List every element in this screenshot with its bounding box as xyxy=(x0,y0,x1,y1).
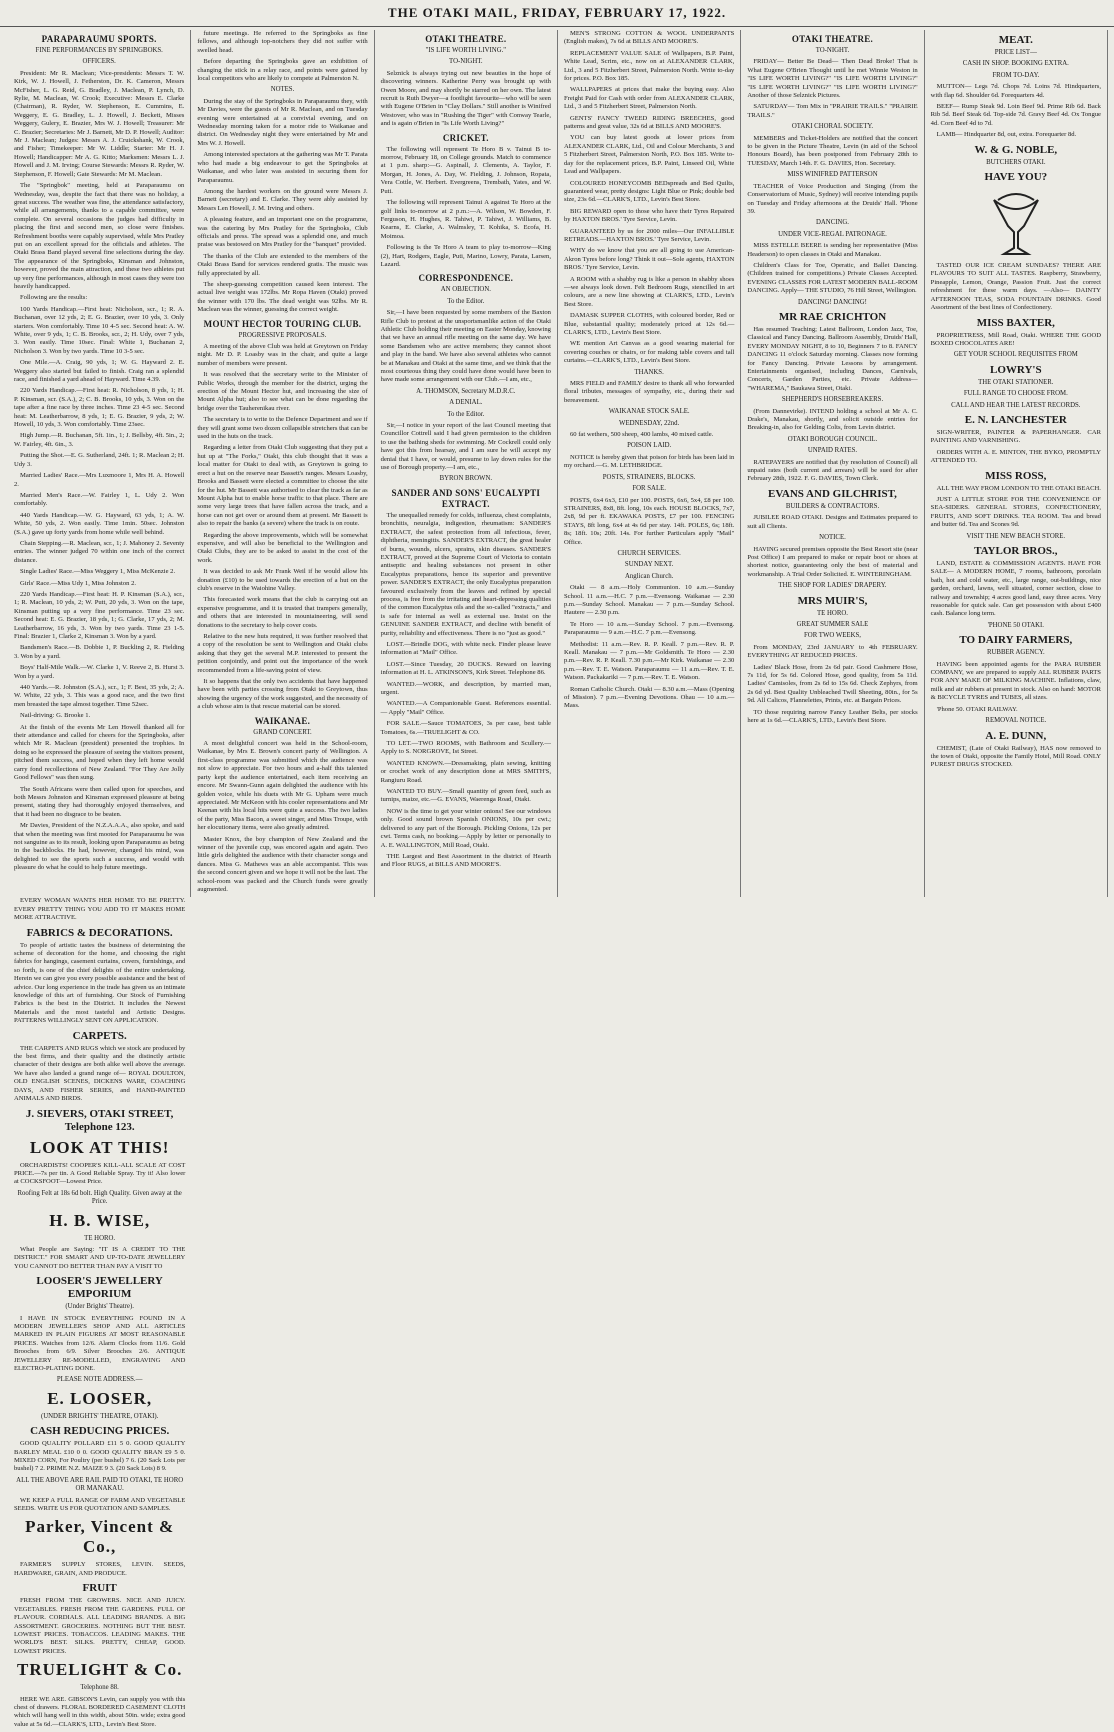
advert-title: TO DAIRY FARMERS, xyxy=(959,634,1073,647)
paragraph: BIG REWARD open to those who have their Tyres Repaired by HAXTON BROS.' Tyre Service, Levin. xyxy=(563,207,735,224)
paragraph: WANTED.—A Companionable Guest. References essential. — Apply "Mail" Office. xyxy=(380,700,551,716)
paragraph: The sheep-guessing competition caused keen interest. The actual live weight was 172lbs. Mr Ropa Haven (Otaki) proved the winner with 170 lbs. The dead weight was 92lbs. Mr R. Maclean was the winner, guessing the correct weight. xyxy=(197,280,368,314)
paragraph: Regarding a letter from Otaki Club suggesting that they put a hut up at "The Forks," Otaki, this club thought that it was a local matter for Otaki to deal with, as Greytown is going to erect a hut on the reserve near Bassett's ranges. Messrs Loasby, Brooks and Bassett were elected a committee to choose the site for the hut. Mr Bassett was authorised to clear the track as far as Mount Alpha hut to enable horse traffic to that place. There are some very large trees that have fallen across the track, and a horse can not get over or around them at present. Mr Bassett is also to repair the banks (a severe) where the track is on route. xyxy=(197,444,368,528)
paragraph: At the finish of the events Mr Len Howell thanked all for their attendance and called for cheers for the Springboks, after which Mr R. Maclean (president) presented the trophies. In doing so he expressed the pleasure of seeing the visitors present, pitched them success, and hoped when they left home would carry fond recollections of New Zealand. "For They Are Jolly Good Fellows" was then sung. xyxy=(14,723,185,782)
advert-headline: TRUELIGHT & Co. xyxy=(16,1660,183,1680)
column-1 xyxy=(8,30,191,897)
column-4 xyxy=(558,30,741,897)
paragraph: Bandsmen's Race.—B. Dobbie 1, P. Buckling 2, R. Fielding 3. Won by a yard. xyxy=(14,644,185,660)
subheading: POISON LAID. xyxy=(627,442,672,450)
paragraph: Te Horo — 10 a.m.—Sunday School. 7 p.m.—Evensong. Paraparaumu — 9 a.m.—H.C. 7 p.m.—Evensong. xyxy=(563,620,735,637)
subheading: Roofing Felt at 18s 6d bolt. High Quality. Given away at the Price. xyxy=(17,1189,182,1206)
subheading: A. THOMSON, Secretary M.D.R.C. xyxy=(416,387,516,395)
advert-title: HAVE YOU? xyxy=(984,171,1048,184)
subheading: UNPAID RATES. xyxy=(807,447,858,455)
paragraph: The thanks of the Club are extended to the members of the Otaki Brass Band for services rendered gratis. The music was fully appreciated by all. xyxy=(197,252,368,277)
advert-title: EVANS AND GILCHRIST, xyxy=(768,487,897,500)
column-2 xyxy=(191,30,374,897)
paragraph: PROPRIETRESS, Mill Road, Otaki. WHERE THE GOOD BOXED CHOCOLATES ARE! xyxy=(930,331,1101,347)
subheading: THE SHOP FOR LADIES' DRAPERY. xyxy=(778,582,887,590)
column-5 xyxy=(741,30,924,897)
subheading: A DENIAL. xyxy=(449,399,483,407)
paragraph: High Jump.—R. Buchanan, 5ft. 1in., 1; J. Bellsby, 4ft. 5in., 2; W. Fairley, 4ft. 6in., 3. xyxy=(14,432,185,448)
paragraph: 220 Yards Handicap.—First heat: H. P. Kinsman (S.A.), scr., 1; R. Maclean, 10 yds, 2; W. Putt, 20 yds, 3. Won on the tape, Kinsman putting up a very fine performance. Time 23 sec. Second heat: E. G. Brazier, 18 yds, 1; G. Clarke, 17 yds, 2; M. Leatherbarrow, 16 yds, 3. Won by two yards. Time 23 1-5. Final: Brazier 1, Clarke 2, Kinsman 3. Won by a yard. xyxy=(14,590,185,640)
section-heading: WAIKANAE. xyxy=(254,715,311,726)
subheading: FOR TWO WEEKS, xyxy=(804,632,861,640)
paragraph: SIGN-WRITER, PAINTER & PAPERHANGER. CAR PAINTING AND VARNISHING. xyxy=(930,428,1101,445)
paragraph: MEMBERS and Ticket-Holders are notified that the concert to be given in the Picture Theatre, Levin (in aid of the School Honours Board), has been postponed from February 28th to TUESDAY, March 14th. F. G. DAVIES, Hon. Secretary. xyxy=(747,134,918,167)
paragraph: A pleasing feature, and an important one on the programme, was the catering by Mrs Pratley for the Springboks, Club officials and press. The spread was a splendid one, and much praise was bestowed on Mrs Pratley for the "banquet" provided. xyxy=(197,216,368,249)
paragraph: Among the hardest workers on the ground were Messrs J. Barnett (secretary) and E. Clarke. They were ably assisted by Messrs Len Howell, J. M. Irving and others. xyxy=(197,187,368,212)
advert-title: FABRICS & DECORATIONS. xyxy=(26,926,173,939)
paragraph: FRIDAY— Better Be Dead— Then Dead Broke! That is What Eugene O'Brien Thought until he met Winnie Weston in "IS LIFE WORTH LIVING?" "IS LIFE WORTH LIVING?" "IS LIFE WORTH LIVING?" "IS LIFE WORTH LIVING?" Another of those Selznick Pictures. xyxy=(747,58,918,100)
subheading: FOR SALE. xyxy=(632,485,666,493)
subheading: DANCING! DANCING! xyxy=(798,298,867,306)
paragraph: From MONDAY, 23rd JANUARY to 4th FEBRUARY. EVERYTHING AT REDUCED PRICES. xyxy=(747,643,918,660)
paragraph: It was resolved that the secretary write to the Minister of Public Works, through the member for the district, urging the erection of the Mount Hector hut, and increasing the size of Mount Alpha hut; also to see what can be done regarding the bridge over the Tauherenikau river. xyxy=(197,371,368,412)
paragraph: EVERY WOMAN WANTS HER HOME TO BE PRETTY. EVERY PRETTY THING YOU ADD TO IT MAKES HOME MORE ATTRACTIVE. xyxy=(14,897,186,922)
paragraph: This forecasted work means that the club is carrying out an expensive programme, and it is trusted that trampers generally, and others that are interested in mountaineering, will send donations to the secretary to help cover costs. xyxy=(197,596,368,629)
paragraph: BEEF— Rump Steak 9d. Loin Beef 9d. Prime Rib 6d. Back Rib 5d. Beef Steak 6d. Top-side 7d. Gravy Beef 4d. Ox Tongue 4d. Corn Beef 4d to 7d. xyxy=(930,103,1101,127)
paragraph: Regarding the above improvements, which will be somewhat expensive, and will also be beneficial to the Wellington and Otaki Clubs, they are to be asked to assist in the cost of the work. xyxy=(197,531,368,564)
paragraph: ALL THE WAY FROM LONDON TO THE OTAKI BEACH. xyxy=(936,484,1101,492)
subheading: To the Editor. xyxy=(447,297,485,305)
paragraph: Methodist: 11 a.m.—Rev. R. P. Keall. 7 p.m.—Rev. R. P. Keall. Manakau — 7 p.m.—Mr Goldsmith. Te Horo — 2.30 p.m.—Rev. R. P. Keall. 7.30 p.m.—Mr Kirk. Waikanae — 2.30 p.m.—Rev. T. E. Watson. Paraparaumu — 11 a.m.—Rev. T. E. Watson. Packakariki — 7 p.m.—Rev. T. E. Watson. xyxy=(563,640,735,682)
masthead: THE OTAKI MAIL, FRIDAY, FEBRUARY 17, 1922. xyxy=(0,0,1114,27)
paragraph: Single Ladies' Race.—Miss Weggery 1, Miss McKenzie 2. xyxy=(20,568,176,576)
advert-title: TAYLOR BROS., xyxy=(974,545,1058,557)
advert-title: CASH REDUCING PRICES. xyxy=(30,1425,170,1438)
section-heading: PARAPARAUMU SPORTS. xyxy=(41,34,157,44)
advert-title: LOOSER'S JEWELLERY EMPORIUM xyxy=(36,1275,163,1301)
subheading: VISIT THE NEW BEACH STORE. xyxy=(966,532,1066,540)
advert-title: CARPETS. xyxy=(72,1029,127,1042)
paragraph: RATEPAYERS are notified that (by resolution of Council) all unpaid rates (both current and arrears) will be sued for after February 28th, 1922. F. G. DAVIES, Town Clerk. xyxy=(747,458,918,483)
advert-title: MR RAE CRICHTON xyxy=(778,310,887,323)
paragraph: It was decided to ask Mr Frank Weil if he would allow his donation (£10) to be used towards the erection of a hut on the club's reserve in the Waiohine Valley. xyxy=(197,568,368,592)
paragraph: TASTED OUR ICE CREAM SUNDAES? THERE ARE FLAVOURS TO SUIT ALL TASTES. Raspberry, Strawberry, Pineapple, Lemon, Orange, Passion Fruit. Just the correct refreshment for these warm days. —Also— DAINTY AFTERNOON TEAS, SODA FOUNTAIN DRINKS. Good Assortment of the best lines of Confectionery. xyxy=(930,262,1101,312)
subheading: (Under Brights' Theatre). xyxy=(65,1303,134,1311)
paragraph: WANTED TO BUY.—Small quantity of green feed, such as turnips, maize, etc.—G. EVANS, Waerenga Road, Otaki. xyxy=(380,788,551,804)
paragraph: NOW is the time to get your winter onions! See our windows only. Good sound brown Spanish ONIONS, 10s per cwt.; delivered to any part of the Borough. Pickling Onions, 12s per cwt. Terms cash, no booking.—Apply by letter or personally to A. E. WALLINGTON, Mill Road, Otaki. xyxy=(380,807,551,849)
paragraph: HAVING secured premises opposite the Best Resort site (near Post Office) I am prepared to make or repair boot or shoes at shortest notice, guaranteeing only the best of material and workmanship. A Trial Order Solicited. E. WINTERINGHAM. xyxy=(747,545,918,578)
subheading: CALL AND HEAR THE LATEST RECORDS. xyxy=(951,401,1081,409)
paragraph: GUARANTEED by us for 2000 miles—Our INFALLIBLE RETREADS.—HAXTON BROS.' Tyre Service, Levin. xyxy=(563,227,735,243)
subheading: NOTICE. xyxy=(819,534,846,542)
paragraph: COLOURED HONEYCOMB BEDspreads and Bed Quilts, guaranteed wear, pretty designs: Light Blue or Pink; double bed size, 23s 6d.—CLARK'S, LTD., Levin's Best Store. xyxy=(563,179,735,204)
section-heading: OTAKI THEATRE. xyxy=(425,34,507,44)
paragraph: I HAVE IN STOCK EVERYTHING FOUND IN A MODERN JEWELLER'S SHOP AND ALL ARTICLES MARKED IN PLAIN FIGURES AT MOST REASONABLE PRICES. Watches from 12/6. Alarm Clocks from 11/6. Gold Brooches from 6/9. Silver Brooches 2/6. ANTIQUE JEWELLERY RE-MODELLED, ENGRAVING AND ELECTRO-PLATING DONE. xyxy=(14,1314,186,1372)
paragraph: TEACHER of Voice Production and Singing (from the Conservatorium of Music, Sydney) will receive intending pupils on Tuesday and Friday afternoons at the Druids' Hall. 'Phone 39. xyxy=(747,182,918,215)
paragraph: Before departing the Springboks gave an exhibition of changing the stick in a relay race, and points were gained by local competitors who are likely to compete at Palmerston N. xyxy=(197,58,368,83)
advert-headline: E. LOOSER, xyxy=(47,1388,153,1408)
subheading: FULL RANGE TO CHOOSE FROM. xyxy=(963,390,1068,398)
paragraph: WE mention Art Canvas as a good wearing material for covering couches or chairs, or for making table covers and tall curtains.—CLARK'S, LTD., Levin's Best Store. xyxy=(563,340,735,365)
subheading: MISS WINIFRED PATTERSON xyxy=(787,171,878,179)
paragraph: FRESH FROM THE GROWERS. NICE AND JUICY. VEGETABLES. FRESH FROM THE GARDENS. FULL OF FLAVOUR. CORDIALS. ALL LEADING BRANDS. A BIG ASSORTMENT. GROCERIES. NOTHING BUT THE BEST. LOWEST PRICES. TOBACCOS. LEADING MAKES. THE WORLD'S BEST. SILKS. PRETTY, CHEAP, GOOD. LOWEST PRICES. xyxy=(14,1597,186,1655)
paragraph: MUTTON— Legs 7d. Chops 7d. Loins 7d. Hindquarters, with flap 6d. Shoulder 6d. Forequarters 4d. xyxy=(930,83,1101,99)
paragraph: ORCHARDISTS! COOPER'S KILL-ALL SCALE AT COST PRICE.—7s per tin. A Good Reliable Spray. Try it! Also lower at COCKSFOOT—Lowest Price. xyxy=(14,1161,186,1186)
paragraph: Otaki — 8 a.m.—Holy Communion. 10 a.m.—Sunday School. 11 a.m.—H.C. 7 p.m.—Evensong. Waikanae — 2.30 p.m.—Sunday School. Manakau — 7 p.m.—Sunday School. Hautere — 2.30 p.m. xyxy=(563,584,735,617)
paragraph: LOST.—Brindle DOG, with white neck. Finder please leave information at "Mail" Office. xyxy=(380,640,551,657)
advert-title: FRUIT xyxy=(82,1582,117,1595)
paragraph: The "Springbok" meeting, held at Paraparaumu on Wednesday, was, despite the fact that there was no holiday, a great success. The weather was fine, the attendance satisfactory, while all arrangements, thanks to a capable committee, were complete. On several occasions the judges had difficulty in placing the first and second men, so close were finishes. Refreshment booths were capably supervised, while Mrs Pratley put on an excellent spread for the officials and athletes. The Otaki Brass Band played several fine selections during the day. The appearance of the Springboks, Kinsman and Johnston, however, proved the main attraction, and these two athletes put up very fine performances, although in most cases they were too heavily handicapped. xyxy=(14,182,185,290)
column-3 xyxy=(375,30,558,897)
advert-title: MISS BAXTER, xyxy=(976,316,1055,329)
advert-title: A. E. DUNN, xyxy=(985,729,1047,742)
paragraph: ORDERS WITH A. E. MINTON, THE BYKO, PROMPTLY ATTENDED TO. xyxy=(930,448,1101,465)
paragraph: MRS FIELD and FAMILY desire to thank all who forwarded floral tributes, messages of sympathy, etc., during their sad bereavement. xyxy=(563,380,735,404)
advert-headline: Parker, Vincent & Co., xyxy=(25,1517,175,1557)
subheading: GREAT SUMMER SALE xyxy=(796,620,869,628)
paragraph: LAND, ESTATE & COMMISSION AGENTS. HAVE FOR SALE— A MODERN HOME, 7 rooms, bathroom, porcelain bath, hot and cold water, etc., large range, out-buildings, nice garden, orchard, lawns, well situated, corner section, close to railway and township; 4 acres good land, easy three acres. Very reasonable for quick sale. Can get possession with about £400 cash. Balance long term. xyxy=(930,560,1101,618)
paragraph: Mr Davies, President of the N.Z.A.A.A., also spoke, and said that when the meeting was first mooted for Paraparaumu he was not sanguine as to its result, looking upon Paraparaumu as being in the backblocks. He had, however, changed his mind, was delighted to see the sports such a success, and would with pleasure do what he could to help future meetings. xyxy=(14,822,185,872)
paragraph: 220 Yards Handicap.—First heat: R. Nicholson, 8 yds, 1; H. P. Kinsman, scr. (S.A.), 2; C. B. Brooks, 10 yds, 3. Won on the tape after a fine race by three inches. Time 23 4-5 sec. Second heat: M. Leatherbarrow, 8 yds, 1; E. G. Brazier, 9 yds, 2; W. Howell, 10 yds, 3. Won comfortably. Time 23sec. xyxy=(14,387,185,429)
subheading: WAIKANAE STOCK SALE. xyxy=(608,408,690,416)
paragraph: WALLPAPERS at prices that make the buying easy. Also Freight Paid for Cash with order from ALEXANDER CLARK, Ltd., 3 and 5 Fitzherbert Street, Palmerston North. xyxy=(563,86,735,111)
paragraph: WANTED KNOWN.—Dressmaking, plain sewing, knitting or crochet work of any description done at MRS SMITH'S, Rangiuru Road. xyxy=(380,759,551,784)
subheading: OFFICERS. xyxy=(82,58,116,66)
paragraph: WE KEEP A FULL RANGE OF FARM AND VEGETABLE SEEDS. WRITE US FOR QUOTATION AND SAMPLES. xyxy=(14,1496,186,1513)
advert-title: J. SIEVERS, OTAKI STREET, Telephone 123. xyxy=(25,1107,174,1133)
subheading: OTAKI CHORAL SOCIETY. xyxy=(791,123,874,131)
subheading: To the Editor. xyxy=(447,410,485,418)
paragraph: MEN'S STRONG COTTON & WOOL UNDERPANTS (English makes), 7s 6d at BILLS AND MOORE'S. xyxy=(563,30,735,46)
paragraph: What People are Saying: "IT IS A CREDIT TO THE DISTRICT." FOR SMART AND UP-TO-DATE JEWELLERY YOU CANNOT DO BETTER THAN PAY A VISIT TO xyxy=(14,1245,186,1270)
paragraph: DAMASK SUPPER CLOTHS, with coloured border, Red or Blue, substantial quality; moderately priced at 12s 6d.—CLARK'S, LTD., Levin's Best Store. xyxy=(563,312,735,336)
subheading: BUILDERS & CONTRACTORS. xyxy=(785,502,880,510)
subheading: NOTES. xyxy=(270,86,295,94)
column-6 xyxy=(925,30,1108,897)
paragraph: The secretary is to write to the Defence Department and see if they will grant some two dozen collapsible stretchers that can be used in the huts on the track. xyxy=(197,416,368,441)
paragraph: FARMER'S SUPPLY STORES, LEVIN. SEEDS, HARDWARE, GRAIN, AND PRODUCE. xyxy=(14,1561,186,1577)
advert-title: MISS ROSS, xyxy=(985,469,1047,482)
paragraph: 100 Yards Handicap.—First heat: Nicholson, scr., 1; R. A. Buchanan, over 12 yds, 2; E. G. Brazier, over 10 yds, 3. Only starters. Won comfortably. Time 10 4-5 sec. Second heat: A. W. White, over 9 yds, 1; C. B. Brooks, scr., 2; H. Udy, over 7 yds, 3. Won easily. Time 10sec. Final: White 1, Buchanan 2, Nicholson 3. Won by two yards. Time 10 3-5 sec. xyxy=(14,305,185,355)
paragraph: GENTS' FANCY TWEED RIDING BREECHES, good patterns and great value, 32s 6d at BILLS AND MOORE'S. xyxy=(563,114,735,131)
subheading: DANCING. xyxy=(815,219,850,227)
advert-title: W. & G. NOBLE, xyxy=(974,143,1058,156)
paragraph: 'Phone 50. OTAKI RAILWAY. xyxy=(936,705,1018,713)
sundae-glass-icon xyxy=(988,188,1044,258)
paragraph: Putting the Shot.—E. G. Sutherland, 24ft. 1; R. Maclean 2; H. Udy 3. xyxy=(14,452,185,468)
subheading: FROM TO-DAY. xyxy=(992,71,1040,79)
paragraph: A most delightful concert was held in the School-room, Waikanae, by Mrs E. Brown's concert party of Wellington. A first-class programme was submitted which the audience was not slow to appreciate. For two hours and a-half this talented party kept the audience entertained, each item receiving an encore. Mr Swann-Gunn again delighted the audience with his golden voice, while his duets with Mr G. Upham were much appreciated. Mr McKeon with his cooler representations and Mr Keenan with his local hits were quite a success. The two ladies of the party, Miss Bacon, a sweet singer, and Miss Troupe, with her elocutionary items, were also greatly admired. xyxy=(197,740,368,832)
section-heading: CORRESPONDENCE. xyxy=(418,273,514,284)
column-7 xyxy=(8,897,191,1732)
paragraph: WHY do we know that you are all going to use American-Akron Tyres before long? Think it out—Sole agents, HAXTON BROS.' Tyre Service, Levin. xyxy=(563,247,735,272)
paragraph: Ladies' Black Hose, from 2s 6d pair. Good Cashmere Hose, 7s 11d, for 5s 6d. Colored Hose, good quality, from 5s 11d. Ladies' Camisoles, from 2s 6d to 15s 6d. Check Zephyrs, from 2s 6d yd. Best Quality Unbleached Twill Sheeting, 80in., for 5s 9d. All Calicos, Flannelettes, Prints, etc. at Bargain Prices. xyxy=(747,663,918,705)
column-grid xyxy=(8,30,1108,1728)
paragraph: Sir,—I notice in your report of the last Council meeting that Councillor Cottrell said I had given permission to the children to use the bathing sheds for swimming. Mr Cockrell could only have got this from hearsay, and I am sure he will accept my denial that I have, or would, presume to lay down rules for the use of Borough property.—I am, etc., xyxy=(380,422,551,472)
section-heading: OTAKI THEATRE. xyxy=(791,34,874,44)
paragraph: SATURDAY— Tom Mix in "PRAIRIE TRAILS." "PRAIRIE TRAILS." xyxy=(747,103,918,119)
subheading: TO-NIGHT. xyxy=(815,47,850,54)
paragraph: A meeting of the above Club was held at Greytown on Friday night. Mr D. P. Loasby was in the chair, and quite a large number of members were present. xyxy=(197,343,368,367)
subheading: SHEPHERD'S HORSEBREAKERS. xyxy=(781,396,884,404)
paragraph: It so happens that the only two accidents that have happened have been with parties crossing from Otaki to Greytown, thus showing the urgency of the work suggested, and the necessity of a club whose aim is that rescue material can be stored. xyxy=(197,678,368,711)
paragraph: FOR SALE.—Sauce TOMATOES, 3s per case, best table Tomatoes, 6s.—TRUELIGHT & CO. xyxy=(380,720,551,736)
subheading: GET YOUR SCHOOL REQUISITES FROM xyxy=(953,351,1078,359)
subheading: PROGRESSIVE PROPOSALS. xyxy=(238,331,327,339)
subheading: FINE PERFORMANCES BY SPRINGBOKS. xyxy=(35,47,163,54)
subheading: REMOVAL NOTICE. xyxy=(985,717,1047,725)
paragraph: Among interested spectators at the gathering was Mr T. Parata who had made a big endeavour to get the Springboks at Waikanae, and who later was assisted in securing them for Paraparaumu. xyxy=(197,151,368,184)
paragraph: Girls' Race.—Miss Udy 1, Miss Johnston 2. xyxy=(20,579,137,587)
advert-headline: LOOK AT THIS! xyxy=(29,1137,170,1157)
paragraph: President: Mr R. Maclean; Vice-presidents: Messrs T. W. Kirk, W. J. Howell, J. Fetherston, Dr. K. Cameron, Messrs McFisher, L. G. Reid, G. Bradley, J. Maclean, P. Lynch, D. Rylie, M. Maclean, W. Crook; Executive: Messrs E. Clarke (Chairman), R. Ryder, W. Stephenson, E. Cummins, E. Weggery, E. G. Bradley, L. J. Howell, J. Beckett, Misses Weggery, Gulery, E. Brazier, Mrs W. J. Howell; Treasurer: Mr C. Brazier; Secretaries: Mr J. Barnett, Mr D. P. Howell; Auditor: Mr J. Maclean; Judges: Messrs A. J. Cruickshank, W. Crook, and Fisher; Timekeeper: Mr W. Liddle; Starter: Mr H. J. Howell; Handicapper: Mr A. G. Kitto; Marksmen: Messrs L. J. Howell and J. M. Irving; Course Stewards: Messrs R. Ryder, W. Stephenson, F. Howell; Gate Stewards: Mr M. Maclean. xyxy=(14,69,185,178)
paragraph: Married Ladies' Race.—Mrs Luxmoore 1, Mrs H. A. Howell 2. xyxy=(14,472,185,488)
section-heading: MOUNT HECTOR TOURING CLUB. xyxy=(203,318,362,329)
section-heading: CRICKET. xyxy=(442,132,489,143)
paragraph: 440 Yards Handicap.—W. G. Hayward, 63 yds, 1; A. W. White, 50 yds, 2. Won easily. Time 1min. 50sec. Johnston (S.A.) gave up forty yards from home while well behind. xyxy=(14,511,185,536)
paragraph: The following will represent Te Horo B v. Tainui B to-morrow, February 18, on College grounds. Match to commence at 1 p.m. sharp:—G. Aspinall, J. Clements, A. Taylor, F. Morgan, H. Jones, A. Day, W. Fielding, J. Johnson, Ropata, Vera Cottle, W. Herbert. Evergreens, Trembath, Yates, and W. Puti. xyxy=(380,145,551,195)
subheading: TO-NIGHT. xyxy=(449,58,483,66)
paragraph: YOU can buy latest goods at lower prices from ALEXANDER CLARK, Ltd., Oil and Colour Merchants, 3 and 5 Fitzherbert Street, Palmerston North, P.O. Box 185. Write to-day for the replacement prices, B.P. Paint, Linseed Oil, White Lead and Wallpapers. xyxy=(563,134,735,176)
paragraph: Chain Stepping.—R. Maclean, scr., 1; J. Mahoney 2. Seventy entries. The winner judged 70 within one inch of the correct distance. xyxy=(14,539,185,564)
paragraph: THE Largest and Best Assortment in the district of Hearth and Floor RUGS, at BILLS AND MOORE'S. xyxy=(380,852,551,869)
paragraph: HERE WE ARE. GIBSON'S Levin, can supply you with this chest of drawers. FLORAL BORDERED CASEMENT CLOTH which will hang well in this width, about 50in. wide; extra good value at 5s 6d.—CLARK'S, LTD., Levin's Best Store. xyxy=(14,1695,186,1728)
subheading: CHURCH SERVICES. xyxy=(617,549,681,557)
subheading: "IS LIFE WORTH LIVING." xyxy=(425,47,507,54)
paragraph: LOST.—Since Tuesday, 20 DUCKS. Reward on leaving information at H. L. ATKINSON'S, Kirk Street. Telephone 86. xyxy=(380,660,551,677)
paragraph: JUST A LITTLE STORE FOR THE CONVENIENCE OF SEA-SIDERS. GENERAL STORES, CONFECTIONERY, FRUITS, AND SOFT DRINKS. TEA ROOM. Tea and bread and butter 6d. Tea and Scones 9d. xyxy=(930,495,1101,529)
subheading: BYRON BROWN. xyxy=(439,475,493,483)
paragraph: THE CARPETS AND RUGS which we stock are produced by the best firms, and their quality and the distinctly artistic character of their designs are both alike well above the average. We have also landed a grand range of— ROYAL DOULTON, OLD ENGLISH SCENES, DICKENS WARE, COACHING DAYS, AND FISHER SERIES, and HAND-PAINTED ANIMALS AND BIRDS. xyxy=(14,1044,186,1103)
subheading: BUTCHERS OTAKI. xyxy=(986,158,1046,166)
advert-headline: H. B. WISE, xyxy=(49,1210,151,1230)
paragraph: One Mile.—A. Craig, 90 yds, 1; W. G. Hayward 2. E. Weggery also started but failed to finish. Craig ran a splendid race, and finished a yard ahead of Hayward. Time 4.39. xyxy=(14,359,185,384)
subheading: Telephone 88. xyxy=(80,1684,119,1692)
paragraph: future meetings. He referred to the Springboks as fine fellows, and although top-notchers they did not suffer with swelled head. xyxy=(197,30,368,54)
subheading: (UNDER BRIGHTS' THEATRE, OTAKI). xyxy=(40,1412,159,1420)
subheading: GRAND CONCERT. xyxy=(253,728,312,736)
advert-title: MEAT. xyxy=(998,34,1033,46)
paragraph: (From Dannevirke). INTEND holding a school at Mr A. C. Drake's, Manakau, shortly, and solicit outside entries for Breaking-in, also for Gelding Colts, from Levin district. xyxy=(747,407,918,432)
paragraph: Following is the Te Horo A team to play to-morrow—King (2), Hart, Rodgers, Eagle, Puti, Marino, Lowry, Parata, Larsen, Lazard. xyxy=(380,244,551,268)
subheading: TE HORO. xyxy=(817,609,848,617)
advert-title: MRS MUIR'S, xyxy=(797,594,868,607)
subheading: RUBBER AGENCY. xyxy=(986,649,1045,657)
subheading: PRICE LIST— xyxy=(994,49,1037,56)
paragraph: 60 fat wethers, 500 sheep, 400 lambs, 40 mixed cattle. xyxy=(569,431,714,439)
paragraph: REPLACEMENT VALUE SALE of Wallpapers, B.P. Paint, White Lead, Scrim, etc., now on at ALEXANDER CLARK, Ltd., 3 and 5 Fitzherbert Street, Palmerston North. Write to-day for prices. P.O. Box 185. xyxy=(563,49,735,83)
subheading: UNDER VICE-REGAL PATRONAGE. xyxy=(778,230,887,238)
paragraph: Nail-driving: G. Brooke 1. xyxy=(20,712,91,720)
subheading: TE HORO. xyxy=(84,1234,116,1242)
advert-title: LOWRY'S xyxy=(990,363,1042,376)
paragraph: Has resumed Teaching; Latest Ballroom, London Jazz, Toe, Classical and Fancy Dancing. Ballroom Assembly, Druids' Hall, EVERY MONDAY NIGHT, 8 to 10, Beginners 7 to 8. FANCY DANCING 11 o'clock Saturday morning. Classes now forming for Fancy Dancing. Private Lessons by arrangement. Entertainments organised, including Dances, Carnivals, Concerts, Garden Parties, etc. Private Address— "WHAREMA," Baukawa Street, Otaki. xyxy=(747,325,918,392)
paragraph: The unequalled remedy for colds, influenza, chest complaints, bronchitis, neuralgia, indigestion, rheumatism: SANDER'S EXTRACT, the safest protection from all infectious, fever, diphtheria, meningitis. SANDER'S EXTRACT, the great healer of burns, wounds, ulcers, sprains, skin diseases. SANDER'S EXTRACT, proved at the Supreme Court of Victoria to contain antiseptic and healing substances not present in other Eucalyptus preparations, hence its superior and preventive power. SANDER'S EXTRACT, the only Eucalyptus preparation favoured exclusively from the leaves and refined by special process, is free from the irritating and heart-depressing qualities of the common Eucalyptus oils and the so-called "extracts," and is safe for internal as well as external use. Insist on the GENUINE SANDER EXTRACT, and decline with benefit of purity, reliability and effectiveness. There is no "just as good." xyxy=(380,511,551,637)
paragraph: Children's Class for Toe, Operatic, and Ballet Dancing. (Children trained for competitions.) Private Classes Accepted. EVENING CLASSES FOR LATEST MODERN BALL-ROOM DANCING. Apply— THE STUDIO, 76 Hill Street, Wellington. xyxy=(747,261,918,295)
subheading: Anglican Church. xyxy=(624,572,674,580)
paragraph: POSTS, 6x4 6x3, £10 per 100. POSTS, 6x6, 5x4, £8 per 100. STRAINERS, 8x8, 8ft. long, 10s each. HOUSE BLOCKS, 7x7, 2x8, 9d per ft. EKAWAKA POSTS, £7 per 100. FENCING STAYS, 8ft long, 6x4 at 4s 6d per stay. 14ft. POLES, 6s; 18ft. 8s; 18ft. 10s; 20ft. 14s. For further Particulars apply "Mail" Office. xyxy=(563,496,735,546)
advert-title: E. N. LANCHESTER xyxy=(964,413,1067,426)
paragraph: CHEMIST, (Late of Otaki Railway), HAS now removed to the town of Otaki, opposite the Family Hotel, Mill Road. ONLY PUREST DRUGS STOCKED. xyxy=(930,744,1101,769)
paragraph: Master Knox, the boy champion of New Zealand and the winner of the juvenile cup, was encored again and again. Two little girls delighted the audience with their character songs and dances. Miss G. Mathews was an able accompanist. This was the second concert given and we hope it will not be the last. The school-room was packed and the Church funds were greatly augmented. xyxy=(197,835,368,893)
paragraph: LAMB— Hindquarter 8d, out, extra. Forequarter 8d. xyxy=(936,131,1077,139)
subheading: THANKS. xyxy=(634,368,664,376)
paragraph: Boys' Half-Mile Walk.—W. Clarke 1, V. Reeve 2, B. Hurst 3. Won by a yard. xyxy=(14,664,185,680)
paragraph: TO LET.—TWO ROOMS, with Bathroom and Scullery.—Apply to S. NORGROVE, Ist Street. xyxy=(380,740,551,756)
paragraph: HAVING been appointed agents for the PARA RUBBER COMPANY, we are prepared to supply ALL RUBBER PARTS FOR ANY MAKE OF MILKING MACHINE. Inflations, claw, milk and air rubbers at present in stock. Also on hand: MOTOR & BICYCLE TYRES and TUBES, all sizes. xyxy=(930,660,1101,702)
paragraph: 440 Yards.—R. Johnston (S.A.), scr., 1; F. Best, 35 yds, 2; A. W. White, 22 yds, 3. This was a good race, and the two first men breasted the tape almost together. Time 52sec. xyxy=(14,684,185,708)
paragraph: MISS ESTELLE BEERE is sending her representative (Miss Headerson) to open classes in Otaki and Manakau. xyxy=(747,242,918,258)
paragraph: Sir,—I have been requested by some members of the Baxton Rifle Club to protest at the unsportsmanlike action of the Otaki Athletic Club holding their meeting on Easter Monday, knowing that we have an annual rifle meeting on the same day. We have some Bandsmen who are active members; they cannot shoot and play in the band. We have also several athletes who cannot be at Manakau and Otaki at the same time, and we think that the most courteous thing they could have done would have been to have made some arrangement with our Club.—I am, etc., xyxy=(380,309,551,384)
subheading: OTAKI BOROUGH COUNCIL. xyxy=(787,435,878,443)
paragraph: Married Men's Race.—W. Fairley 1, L. Udy 2. Won comfortably. xyxy=(14,491,185,508)
paragraph: Roman Catholic Church. Otaki — 8.30 a.m.—Mass (Opening of Mission). 7 p.m.—Evening Devotions. Ohau — 10 a.m.—Mass. xyxy=(563,685,735,710)
paragraph: JUBILEE ROAD OTAKI. Designs and Estimates prepared to suit all Clients. xyxy=(747,514,918,530)
subheading: WEDNESDAY, 22nd. xyxy=(619,419,680,427)
paragraph: GOOD QUALITY POLLARD £11 5 0. GOOD QUALITY BARLEY MEAL £10 0 0. GOOD QUALITY BRAN £9 5 0. MIXED CORN, For Poultry (per bushel) 7 6. (20 Sack Lots per bushel) 7 2. PRIME N.Z. MAIZE 9 3. (20 Sack Lots) 8 9. xyxy=(14,1440,186,1473)
paragraph: During the stay of the Springboks in Paraparaumu they, with Mr Davies, were the guests of Mr R. Maclean, and on Tuesday evening were entertained at a convivial evening, and on Wednesday morning taken for a motor ride to Waikanae and district. On Wednesday night they were entertained by Mr and Mrs W. J. Howell. xyxy=(197,97,368,147)
paragraph: The South Africans were then called upon for speeches, and both Messrs Johnston and Kinsman expressed pleasure at being present, stating they had thoroughly enjoyed themselves, and that it had been no disgrace to be beaten. xyxy=(14,785,185,818)
subheading: POSTS, STRAINERS, BLOCKS. xyxy=(602,473,696,481)
paragraph: TO those requiring narrow Fancy Leather Belts, per stocks here at 1s 6d.—CLARK'S, LTD., Levin's Best Store. xyxy=(747,708,918,724)
paragraph: The following will represent Tainui A against Te Horo at the golf links to-morrow at 2 p.m.:—A. Wilson, W. Bowden, F. Ferguson, H. Hughes, R. Tahiwi, P. Tahiwi, J. Williams, B. Kearns, E. Clarke, A. Walmsley, T. Kohika, S. Ecofa, H. Moimoa. xyxy=(380,199,551,240)
subheading: 'PHONE 50 OTAKI. xyxy=(987,621,1044,629)
subheading: THE OTAKI STATIONER. xyxy=(978,378,1054,386)
subheading: SUNDAY NEXT. xyxy=(624,561,674,569)
paragraph: Following are the results: xyxy=(20,294,88,302)
paragraph: NOTICE is hereby given that poison for birds has been laid in my orchard.—G. M. LETHBRIDGE. xyxy=(563,453,735,470)
subheading: PLEASE NOTE ADDRESS.— xyxy=(56,1376,143,1384)
subheading: AN OBJECTION. xyxy=(440,286,491,294)
subheading: CASH IN SHOP. BOOKING EXTRA. xyxy=(962,60,1069,68)
paragraph: WANTED.—WORK, and description, by married man, urgent. xyxy=(380,680,551,696)
paragraph: Selznick is always trying out new beauties in the hope of discovering winners. Katherine Perry was brought up with Owen Moore, and may shortly be starred on her own. The latest recruit is Ruth Dwyer—a footlight favourite—who will be seen with Eugene O'Brien in "Clay Dollars." Still another is Winifred Westover, who was in "Rushing the Tiger" with Conway Tearle, and is again o'Brien in "Is Life Worth Living?" xyxy=(380,69,551,128)
paragraph: A ROOM with a shabby rug is like a person in shabby shoes—we always look down. Felt Bedroom Rugs, stencilled in art colours, are a new line showing at CLARK'S, LTD., Levin's Best Store. xyxy=(563,275,735,308)
subheading: ALL THE ABOVE ARE RAIL PAID TO OTAKI, TE HORO OR MANAKAU. xyxy=(16,1476,184,1493)
paragraph: To people of artistic tastes the business of determining the scheme of decoration for the home, and choosing the right fabrics for hangings, casement curtains, covers, furnishings, and so forth, is one of the chief delights of the entire undertaking. Herein we can give you every possible assistance and the best of advice. Our long experience in the trade has given us an intimate knowledge of this art of furnishing. Our Stock of Furnishing Fabrics is the best in the District. It includes the Newest Materials and the most tasteful and Artistic Designs. PATTERNS WILLINGLY SENT ON APPLICATION. xyxy=(14,941,186,1025)
section-heading: SANDER AND SONS' EUCALYPTI EXTRACT. xyxy=(391,487,541,509)
paragraph: Relative to the new huts required, it was further resolved that a copy of the resolution be sent to Wellington and Otaki clubs asking that they get the several M.P. interested to present the petition conjointly, and point out the importance of the work recommended from a life-saving point of view. xyxy=(197,633,368,674)
